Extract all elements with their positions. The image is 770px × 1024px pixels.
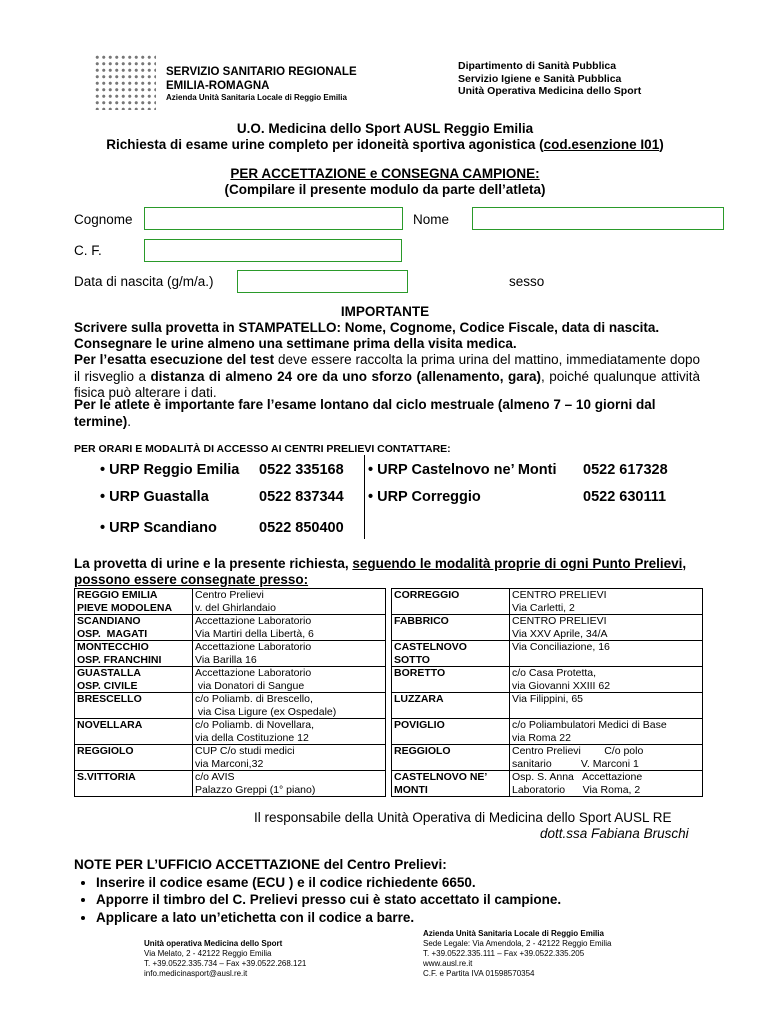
cell-line: CUP C/o studi medici bbox=[195, 745, 295, 757]
nome-field[interactable] bbox=[472, 207, 724, 230]
cell-line: c/o Poliamb. di Brescello, bbox=[195, 693, 313, 705]
important-heading: IMPORTANTE bbox=[340, 304, 430, 319]
urp-correggio-name: • URP Correggio bbox=[368, 489, 481, 505]
cell-line: PIEVE MODOLENA bbox=[77, 601, 173, 614]
cf-field[interactable] bbox=[144, 239, 402, 262]
cell-line: via Cisa Ligure (ex Ospedale) bbox=[195, 705, 337, 718]
cell-line: CORREGGIO bbox=[394, 589, 460, 601]
point-name bbox=[392, 589, 510, 615]
cell-line: c/o Poliambulatori Medici di Base bbox=[512, 719, 667, 731]
urp-reggio-name: • URP Reggio Emilia bbox=[100, 462, 240, 478]
org-name: SERVIZIO SANITARIO REGIONALE EMILIA-ROMAGNA bbox=[166, 66, 357, 92]
cell-line: Accettazione Laboratorio bbox=[195, 667, 312, 679]
point-name bbox=[75, 615, 193, 641]
table-row bbox=[75, 589, 703, 615]
urp-castelnovo-name: • URP Castelnovo ne’ Monti bbox=[368, 462, 557, 478]
urp-scandiano-phone: 0522 850400 bbox=[259, 520, 344, 536]
exemption-code: cod.esenzione I01 bbox=[543, 137, 660, 152]
point-name bbox=[75, 771, 193, 797]
cell-line: Via Barilla 16 bbox=[195, 653, 257, 666]
contacts-heading: PER ORARI E MODALITÀ DI ACCESSO AI CENTRI PRELIEVI CONTATTARE: bbox=[74, 443, 451, 455]
point-address bbox=[510, 589, 703, 615]
document-subtitle: Richiesta di esame urine completo per idoneità sportiva agonistica (cod.esenzione I01) bbox=[106, 137, 664, 152]
birthdate-field[interactable] bbox=[237, 270, 408, 293]
note-item: • Apporre il timbro del C. Prelievi presso cui è stato accettato il campione. bbox=[96, 891, 561, 909]
cell-line: MONTI bbox=[394, 783, 428, 796]
region-logo-dots bbox=[94, 54, 156, 110]
urp-guastalla-name: • URP Guastalla bbox=[100, 489, 209, 505]
point-name bbox=[75, 719, 193, 745]
cell-line: Centro Prelievi C/o polo bbox=[512, 745, 644, 757]
cell-line: Via Carletti, 2 bbox=[512, 601, 575, 614]
table-row bbox=[75, 667, 703, 693]
cell-line: OSP. CIVILE bbox=[77, 679, 138, 692]
cell-line: GUASTALLA bbox=[77, 667, 141, 679]
cell-line: Via Conciliazione, 16 bbox=[512, 641, 610, 653]
point-address bbox=[193, 693, 386, 719]
cell-line: Palazzo Greppi (1° piano) bbox=[195, 783, 316, 796]
urp-scandiano-name: • URP Scandiano bbox=[100, 520, 217, 536]
point-name bbox=[392, 719, 510, 745]
note-item: • Inserire il codice esame (ECU ) e il codice richiedente 6650. bbox=[96, 874, 561, 892]
cf-label: C. F. bbox=[74, 243, 102, 258]
sex-label: sesso bbox=[509, 274, 545, 289]
section-subheading: (Compilare il presente modulo da parte dell’atleta) bbox=[224, 182, 546, 197]
cell-line: via Donatori di Sangue bbox=[195, 679, 305, 692]
point-name bbox=[392, 745, 510, 771]
cell-line: c/o AVIS bbox=[195, 771, 235, 783]
table-row bbox=[75, 641, 703, 667]
urp-correggio-phone: 0522 630111 bbox=[583, 489, 667, 505]
nome-label: Nome bbox=[413, 212, 450, 227]
office-notes-heading: NOTE PER L’UFFICIO ACCETTAZIONE del Centro Prelievi: bbox=[74, 857, 447, 872]
point-address bbox=[510, 719, 703, 745]
signature-line: Il responsabile della Unità Operativa di Medicina dello Sport AUSL RE bbox=[254, 810, 672, 825]
athlete-note: Per le atlete è importante fare l’esame lontano dal ciclo mestruale (almeno 7 – 10 giorni dal termine). bbox=[74, 397, 656, 429]
cell-line: POVIGLIO bbox=[394, 719, 445, 731]
point-address bbox=[510, 693, 703, 719]
point-name bbox=[392, 667, 510, 693]
office-notes bbox=[74, 856, 561, 926]
cell-line: S.VITTORIA bbox=[77, 771, 136, 783]
cell-line: CASTELNOVO bbox=[394, 641, 467, 653]
cell-line: FABBRICO bbox=[394, 615, 449, 627]
cell-line: REGGIOLO bbox=[394, 745, 451, 757]
point-address bbox=[510, 745, 703, 771]
cell-line: CASTELNOVO NE’ bbox=[394, 771, 488, 783]
point-name bbox=[75, 693, 193, 719]
cell-line: CENTRO PRELIEVI bbox=[512, 589, 607, 601]
point-address bbox=[193, 719, 386, 745]
cell-line: MONTECCHIO bbox=[77, 641, 149, 653]
cognome-label: Cognome bbox=[74, 212, 133, 227]
urp-reggio-phone: 0522 335168 bbox=[259, 462, 344, 478]
table-row bbox=[75, 771, 703, 797]
point-name bbox=[392, 641, 510, 667]
cell-line: Accettazione Laboratorio bbox=[195, 615, 312, 627]
cell-line: BORETTO bbox=[394, 667, 446, 679]
test-instructions: Per l’esatta esecuzione del test deve essere raccolta la prima urina del mattino, immediatamente dopo il risveglio a distanza di almeno 24 ore da uno sforzo (allenamento, gara), poiché qualunque attività fisica può alterare i dati. bbox=[74, 352, 701, 400]
cell-line: Via Filippini, 65 bbox=[512, 693, 584, 705]
point-name bbox=[392, 615, 510, 641]
footer-unit: Unità operativa Medicina dello Sport Via Melato, 2 - 42122 Reggio Emilia T. +39.0522.335.734 – Fax +39.0522.268.121 info.medicinasport@ausl.re.it bbox=[144, 939, 307, 978]
point-address bbox=[193, 667, 386, 693]
cell-line: sanitario V. Marconi 1 bbox=[512, 757, 639, 770]
cell-line: Laboratorio Via Roma, 2 bbox=[512, 783, 641, 796]
delivery-line-1: La provetta di urine e la presente richiesta, seguendo le modalità proprie di ogni Punto Prelievi, bbox=[74, 556, 687, 571]
cell-line: LUZZARA bbox=[394, 693, 444, 705]
point-name bbox=[75, 641, 193, 667]
footer-azienda: Azienda Unità Sanitaria Locale di Reggio Emilia Sede Legale: Via Amendola, 2 - 42122 Reggio Emilia T. +39.0522.335.111 – Fax +39.0522.335.205 www.ausl.re.it C.F. e Partita IVA 01598570354 bbox=[423, 929, 612, 978]
signature-name: dott.ssa Fabiana Bruschi bbox=[540, 826, 689, 841]
important-line-1: Scrivere sulla provetta in STAMPATELLO: Nome, Cognome, Codice Fiscale, data di nascita. bbox=[74, 320, 660, 335]
point-address bbox=[510, 771, 703, 797]
document-title: U.O. Medicina dello Sport AUSL Reggio Emilia bbox=[236, 121, 534, 136]
cell-line: Via XXV Aprile, 34/A bbox=[512, 627, 608, 640]
urp-guastalla-phone: 0522 837344 bbox=[259, 489, 344, 505]
table-row bbox=[75, 693, 703, 719]
cell-line: Centro Prelievi bbox=[195, 589, 264, 601]
department-block: Dipartimento di Sanità Pubblica Servizio Igiene e Sanità Pubblica Unità Operativa Medicina dello Sport bbox=[458, 60, 642, 97]
cell-line: c/o Poliamb. di Novellara, bbox=[195, 719, 315, 731]
cell-line: via Marconi,32 bbox=[195, 757, 264, 770]
point-name bbox=[392, 693, 510, 719]
point-name bbox=[392, 771, 510, 797]
cell-line: Via Martiri della Libertà, 6 bbox=[195, 627, 314, 640]
cell-line: REGGIOLO bbox=[77, 745, 134, 757]
table-row bbox=[75, 745, 703, 771]
point-address bbox=[193, 615, 386, 641]
table-row bbox=[75, 719, 703, 745]
birthdate-label: Data di nascita (g/m/a.) bbox=[74, 274, 214, 289]
cell-line: SCANDIANO bbox=[77, 615, 141, 627]
cell-line: via Giovanni XXIII 62 bbox=[512, 679, 611, 692]
cell-line: Accettazione Laboratorio bbox=[195, 641, 312, 653]
point-address bbox=[510, 641, 703, 667]
cell-line: via della Costituzione 12 bbox=[195, 731, 309, 744]
org-subname: Azienda Unità Sanitaria Locale di Reggio Emilia bbox=[166, 93, 347, 102]
cell-line: OSP. FRANCHINI bbox=[77, 653, 162, 666]
collection-points-table bbox=[74, 588, 703, 797]
section-heading: PER ACCETTAZIONE e CONSEGNA CAMPIONE: bbox=[230, 166, 540, 181]
point-address bbox=[510, 615, 703, 641]
point-name bbox=[75, 745, 193, 771]
cell-line: BRESCELLO bbox=[77, 693, 142, 705]
cell-line: CENTRO PRELIEVI bbox=[512, 615, 607, 627]
point-address bbox=[193, 745, 386, 771]
cell-line: NOVELLARA bbox=[77, 719, 143, 731]
urp-castelnovo-phone: 0522 617328 bbox=[583, 462, 668, 478]
table-row bbox=[75, 615, 703, 641]
contacts-divider bbox=[364, 455, 365, 539]
cell-line: REGGIO EMILIA bbox=[77, 589, 158, 601]
point-name bbox=[75, 667, 193, 693]
cell-line: Osp. S. Anna Accettazione bbox=[512, 771, 643, 783]
cell-line: SOTTO bbox=[394, 653, 430, 666]
cell-line: v. del Ghirlandaio bbox=[195, 601, 276, 614]
point-address bbox=[193, 589, 386, 615]
cognome-field[interactable] bbox=[144, 207, 403, 230]
point-address bbox=[193, 771, 386, 797]
cell-line: c/o Casa Protetta, bbox=[512, 667, 597, 679]
note-item: • Applicare a lato un’etichetta con il codice a barre. bbox=[96, 909, 561, 927]
cell-line: via Roma 22 bbox=[512, 731, 571, 744]
point-address bbox=[193, 641, 386, 667]
point-name bbox=[75, 589, 193, 615]
important-line-2: Consegnare le urine almeno una settimane prima della visita medica. bbox=[74, 336, 517, 351]
cell-line: OSP. MAGATI bbox=[77, 627, 148, 640]
point-address bbox=[510, 667, 703, 693]
delivery-line-2: possono essere consegnate presso: bbox=[74, 572, 309, 587]
